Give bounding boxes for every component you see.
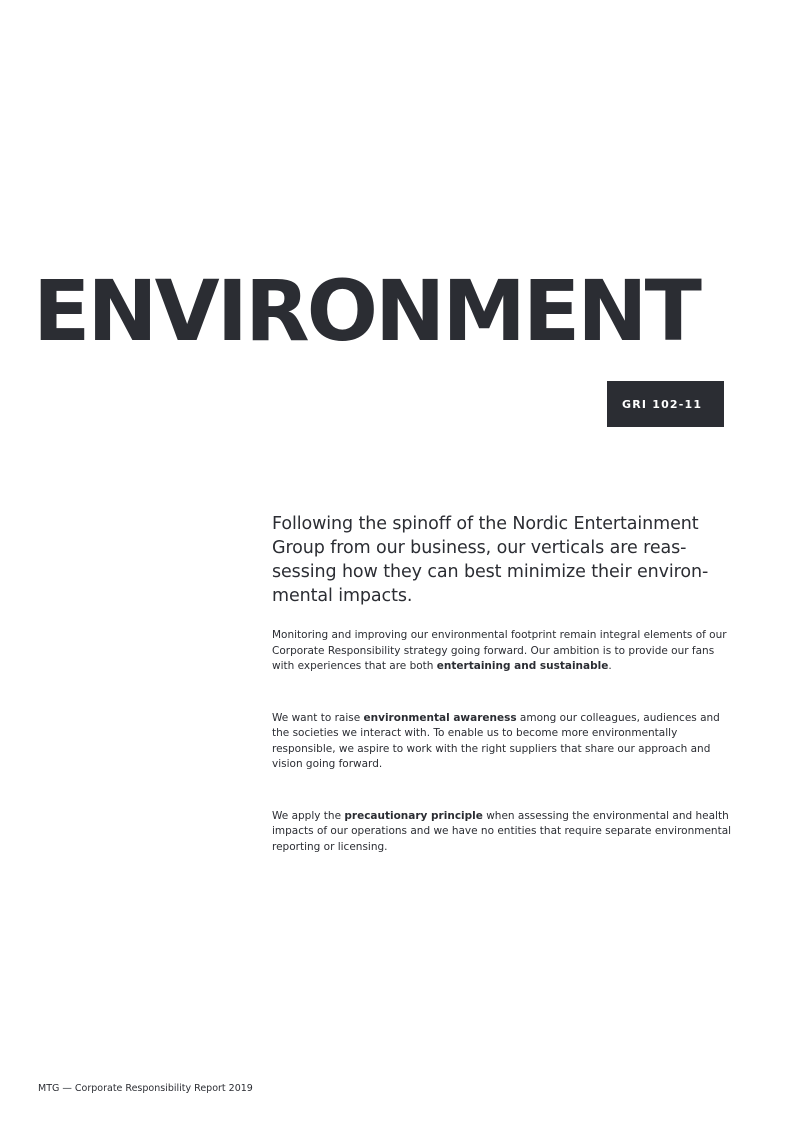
paragraph-1-emphasis: entertaining and sustainable [436, 660, 609, 672]
paragraph-3-text-a: We apply the [272, 809, 345, 822]
paragraph-1-text-a: Monitoring and improving our environmental footprint remain integral elements of our Corporate Responsibility strategy going forward. Our ambition is to provide our fans with experiences that are both [272, 629, 727, 672]
content-column [272, 512, 732, 891]
gri-badge-label: GRI 102-11 [622, 397, 703, 411]
paragraph-3-emphasis: precautionary principle [344, 809, 483, 822]
gri-badge [607, 381, 724, 427]
lead-paragraph: Following the spinoff of the Nordic Entertainment Group from our business, our verticals are reas-sessing how they can best minimize their environ-mental impacts. [272, 514, 709, 606]
paragraph-2-text-a: We want to raise [272, 711, 364, 724]
body-paragraph-2 [272, 711, 732, 773]
paragraph-2-text-b: among our colleagues, audiences and the societies we interact with. To enable us to become more environmentally responsible, we aspire to work with the right suppliers that share our approach and vision going forward. [272, 711, 720, 770]
paragraph-1-text-b: . [608, 660, 612, 672]
page-footer: MTG — Corporate Responsibility Report 2019 [38, 1083, 253, 1094]
body-paragraph-3 [272, 809, 732, 856]
page-title: ENVIRONMENT [33, 262, 699, 360]
paragraph-3-text-b: when assessing the environmental and health impacts of our operations and we have no entities that require separate environmental reporting or licensing. [272, 809, 732, 853]
body-paragraph-1 [272, 628, 732, 675]
paragraph-2-emphasis: environmental awareness [363, 711, 517, 724]
